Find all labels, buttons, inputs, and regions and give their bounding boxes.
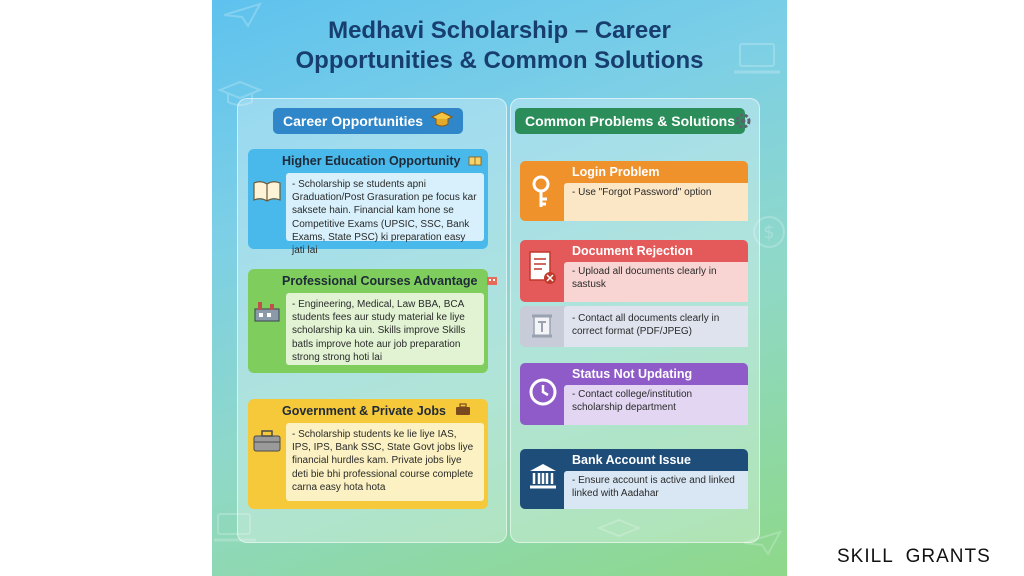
career-card-jobs [248, 399, 488, 509]
problem-card-title: Document Rejection [572, 244, 693, 258]
problem-card-document-rejection [520, 240, 748, 302]
problem-card-text: - Ensure account is active and linked linked with Aadahar [564, 471, 748, 509]
problem-card-text: - Contact college/institution scholarship department [564, 385, 748, 425]
problem-card-title: Bank Account Issue [572, 453, 692, 467]
career-card-title-text: Professional Courses Advantage [282, 274, 478, 288]
career-card-professional-courses [248, 269, 488, 373]
career-opportunities-panel [237, 98, 507, 543]
page-title-line-1: Medhavi Scholarship – Career [328, 17, 671, 44]
rejected-document-icon [528, 250, 558, 286]
gear-icon [733, 111, 753, 131]
career-opportunities-header [273, 108, 463, 134]
career-card-text: - Scholarship se students apni Graduation/Post Grasuration pe focus kar saksete hain. Financial kam hone se Competitive Exams (UPSIC, SSC, Bank Exams, State PSC) ki preparation easy jati lai [286, 173, 484, 241]
career-card-text: - Scholarship students ke lie liye IAS, IPS, IPS, Bank SSC, State Govt jobs liye financial hurdles kam. Private jobs liye deti bie bhi professional course complete carna easy hota hota [286, 423, 484, 501]
problem-card-login [520, 161, 748, 221]
briefcase-icon [252, 429, 282, 453]
page-title-line-2: Opportunities & Common Solutions [295, 47, 704, 74]
career-card-title-text: Government & Private Jobs [282, 404, 446, 418]
building-icon [485, 274, 499, 286]
common-problems-panel [510, 98, 760, 543]
career-card-text: - Engineering, Medical, Law BBA, BCA students fees aur study material ke liye scholarship ka uin. Skills improve Skills batls improve hote aur job preparation strong strong hoti lai [286, 293, 484, 365]
problem-card-text: - Upload all documents clearly in sastusk [564, 262, 748, 302]
career-card-title [248, 399, 488, 423]
career-card-title-text: Higher Education Opportunity [282, 154, 461, 168]
bank-icon [528, 461, 558, 491]
problem-card-text: - Use "Forgot Password" option [564, 183, 748, 221]
problem-card-document-format [520, 306, 748, 347]
briefcase-icon [455, 403, 471, 416]
key-icon [528, 175, 554, 209]
graduation-cap-icon [431, 111, 453, 129]
problem-card-title: Login Problem [572, 165, 660, 179]
clock-icon [528, 377, 558, 407]
scroll-icon [528, 312, 556, 340]
books-icon [468, 154, 482, 166]
common-problems-header-label: Common Problems & Solutions [525, 113, 736, 129]
svg-text:$: $ [763, 222, 775, 243]
factory-icon [252, 299, 282, 323]
common-problems-header [515, 108, 745, 134]
problem-card-title: Status Not Updating [572, 367, 693, 381]
career-card-title [248, 269, 488, 293]
problem-card-bank-account [520, 449, 748, 509]
career-card-title [248, 149, 488, 173]
career-opportunities-header-label: Career Opportunities [283, 113, 424, 129]
problem-card-text: - Contact all documents clearly in correct format (PDF/JPEG) [564, 306, 748, 347]
open-book-icon [252, 179, 282, 203]
scholarship-infographic [212, 0, 787, 576]
career-card-higher-education [248, 149, 488, 257]
brand-watermark: SKILL GRANTS [837, 546, 991, 567]
page-title [212, 16, 787, 76]
problem-card-status [520, 363, 748, 425]
